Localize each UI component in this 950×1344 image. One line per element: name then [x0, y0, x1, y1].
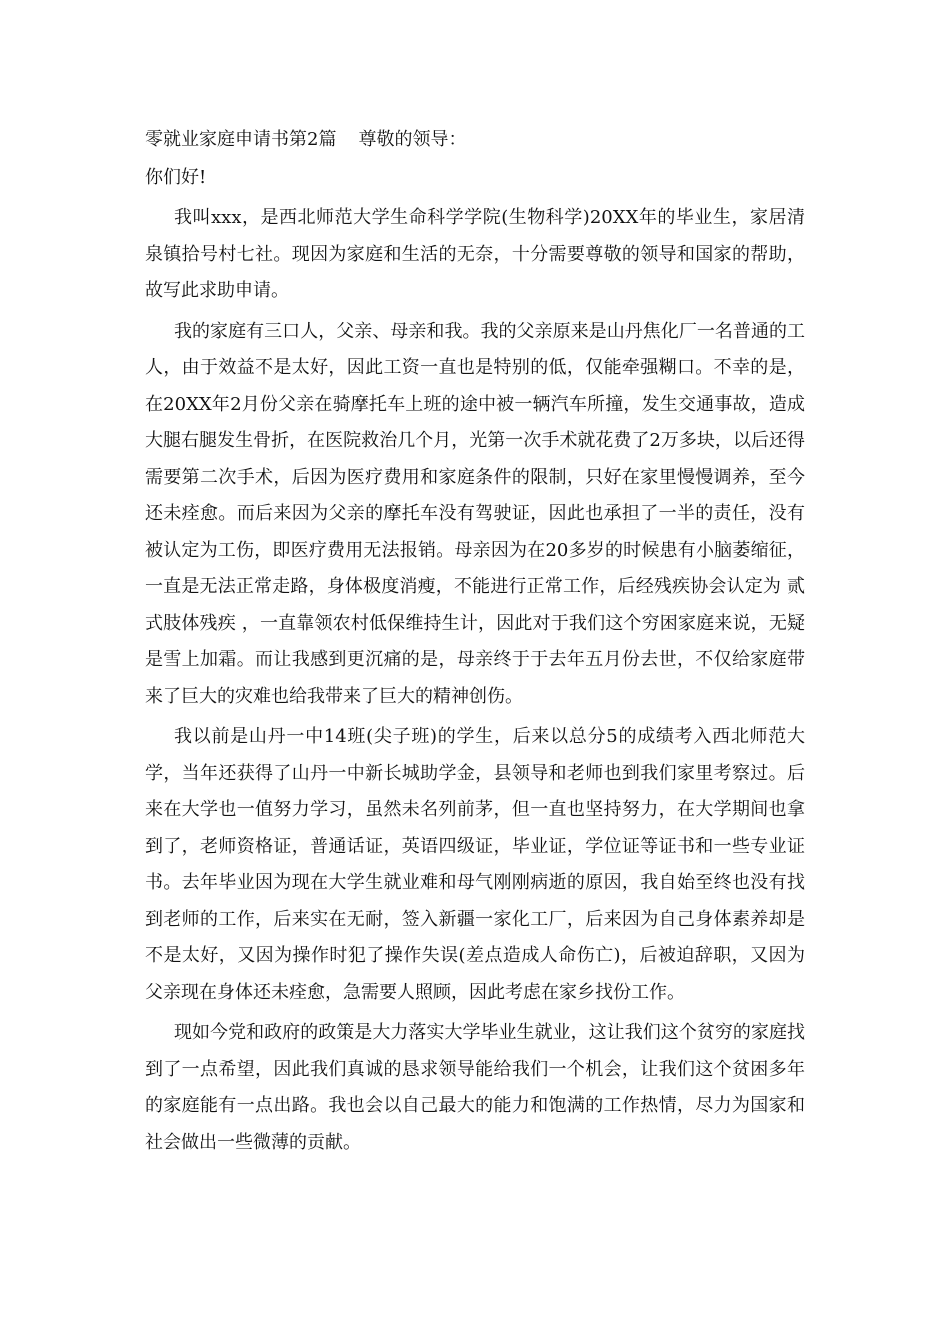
paragraph-request: 现如今党和政府的政策是大力落实大学毕业生就业，这让我们这个贫穷的家庭找到了一点希望，因此我们真诚的恳求领导能给我们一个机会，让我们这个贫困多年的家庭能有一点出路。我也会以自己最大的能力和饱满的工作热情，尽力为国家和社会做出一些微薄的贡献。 — [145, 1022, 805, 1153]
paragraph-education-history: 我以前是山丹一中14班(尖子班)的学生，后来以总分5的成绩考入西北师范大学，当年还获得了山丹一中新长城助学金，县领导和老师也到我们家里考察过。后来在大学也一值努力学习，虽然未名列前茅，但一直也坚持努力，在大学期间也拿到了，老师资格证，普通话证，英语四级证，毕业证，学位证等证书和一些专业证书。去年毕业因为现在大学生就业难和母气刚刚病逝的原因，我自始至终也没有找到老师的工作，后来实在无耐，签入新疆一家化工厂，后来因为自己身体素养却是不是太好，又因为操作时犯了操作失误(差点造成人命伤亡)，后被迫辞职，又因为父亲现在身体还未痊愈，急需要人照顾，因此考虑在家乡找份工作。 — [145, 726, 805, 1003]
heading-line — [145, 122, 805, 158]
greeting: 你们好! — [145, 167, 207, 188]
salutation: 尊敬的领导： — [358, 129, 467, 150]
document-body — [145, 122, 805, 1161]
document-heading: 零就业家庭申请书第2篇 — [145, 129, 337, 150]
paragraph-family-situation: 我的家庭有三口人，父亲、母亲和我。我的父亲原来是山丹焦化厂一名普通的工人，由于效益不是太好，因此工资一直也是特别的低，仅能牵强糊口。不幸的是，在20XX年2月份父亲在骑摩托车上班的途中被一辆汽车所撞，发生交通事故，造成大腿右腿发生骨折，在医院救治几个月，光第一次手术就花费了2万多块，以后还得需要第二次手术，后因为医疗费用和家庭条件的限制，只好在家里慢慢调养，至今还未痊愈。而后来因为父亲的摩托车没有驾驶证，因此也承担了一半的责任，没有被认定为工伤，即医疗费用无法报销。母亲因为在20多岁的时候患有小脑萎缩征，一直是无法正常走路，身体极度消瘦，不能进行正常工作，后经残疾协会认定为 贰式肢体残疾 ，一直靠领农村低保维持生计，因此对于我们这个穷困家庭来说，无疑是雪上加霜。而让我感到更沉痛的是，母亲终于于去年五月份去世，不仅给家庭带来了巨大的灾难也给我带来了巨大的精神创伤。 — [145, 320, 805, 707]
paragraph-introduction: 我叫xxx，是西北师范大学生命科学学院(生物科学)20XX年的毕业生，家居清泉镇拾号村七社。现因为家庭和生活的无奈，十分需要尊敬的领导和国家的帮助，故写此求助申请。 — [145, 207, 805, 301]
